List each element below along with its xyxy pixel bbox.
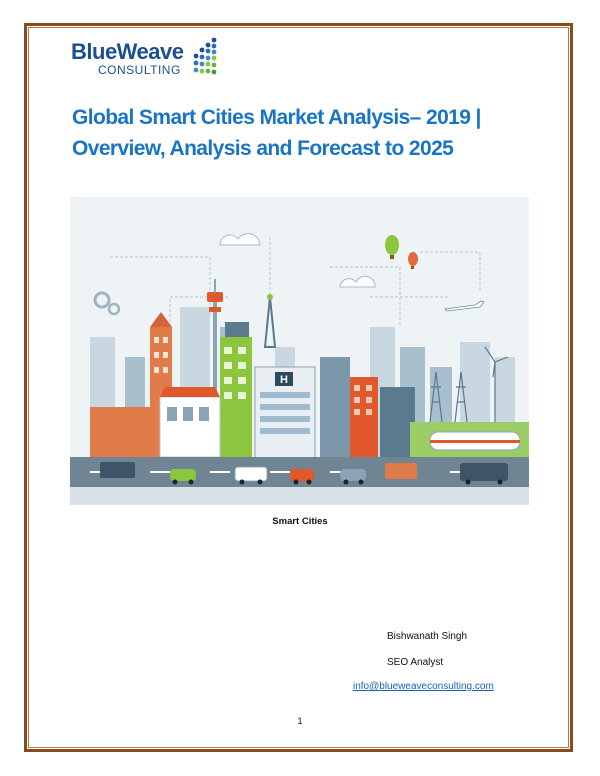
company-logo <box>71 37 221 81</box>
logo-brand-text: BlueWeave <box>71 39 184 64</box>
document-title: Global Smart Cities Market Analysis– 2019 | Overview, Analysis and Forecast to 2025 <box>72 106 481 160</box>
logo-tagline-text: CONSULTING <box>98 63 181 77</box>
author-role: SEO Analyst <box>387 657 444 668</box>
page-number: 1 <box>297 716 303 726</box>
smart-city-illustration <box>70 197 529 505</box>
logo-dots-icon <box>192 37 218 77</box>
hospital-sign-text: H <box>280 374 288 386</box>
author-name: Bishwanath Singh <box>387 631 468 642</box>
figure-caption: Smart Cities <box>272 516 328 527</box>
author-email-link[interactable]: info@blueweaveconsulting.com <box>353 681 494 692</box>
